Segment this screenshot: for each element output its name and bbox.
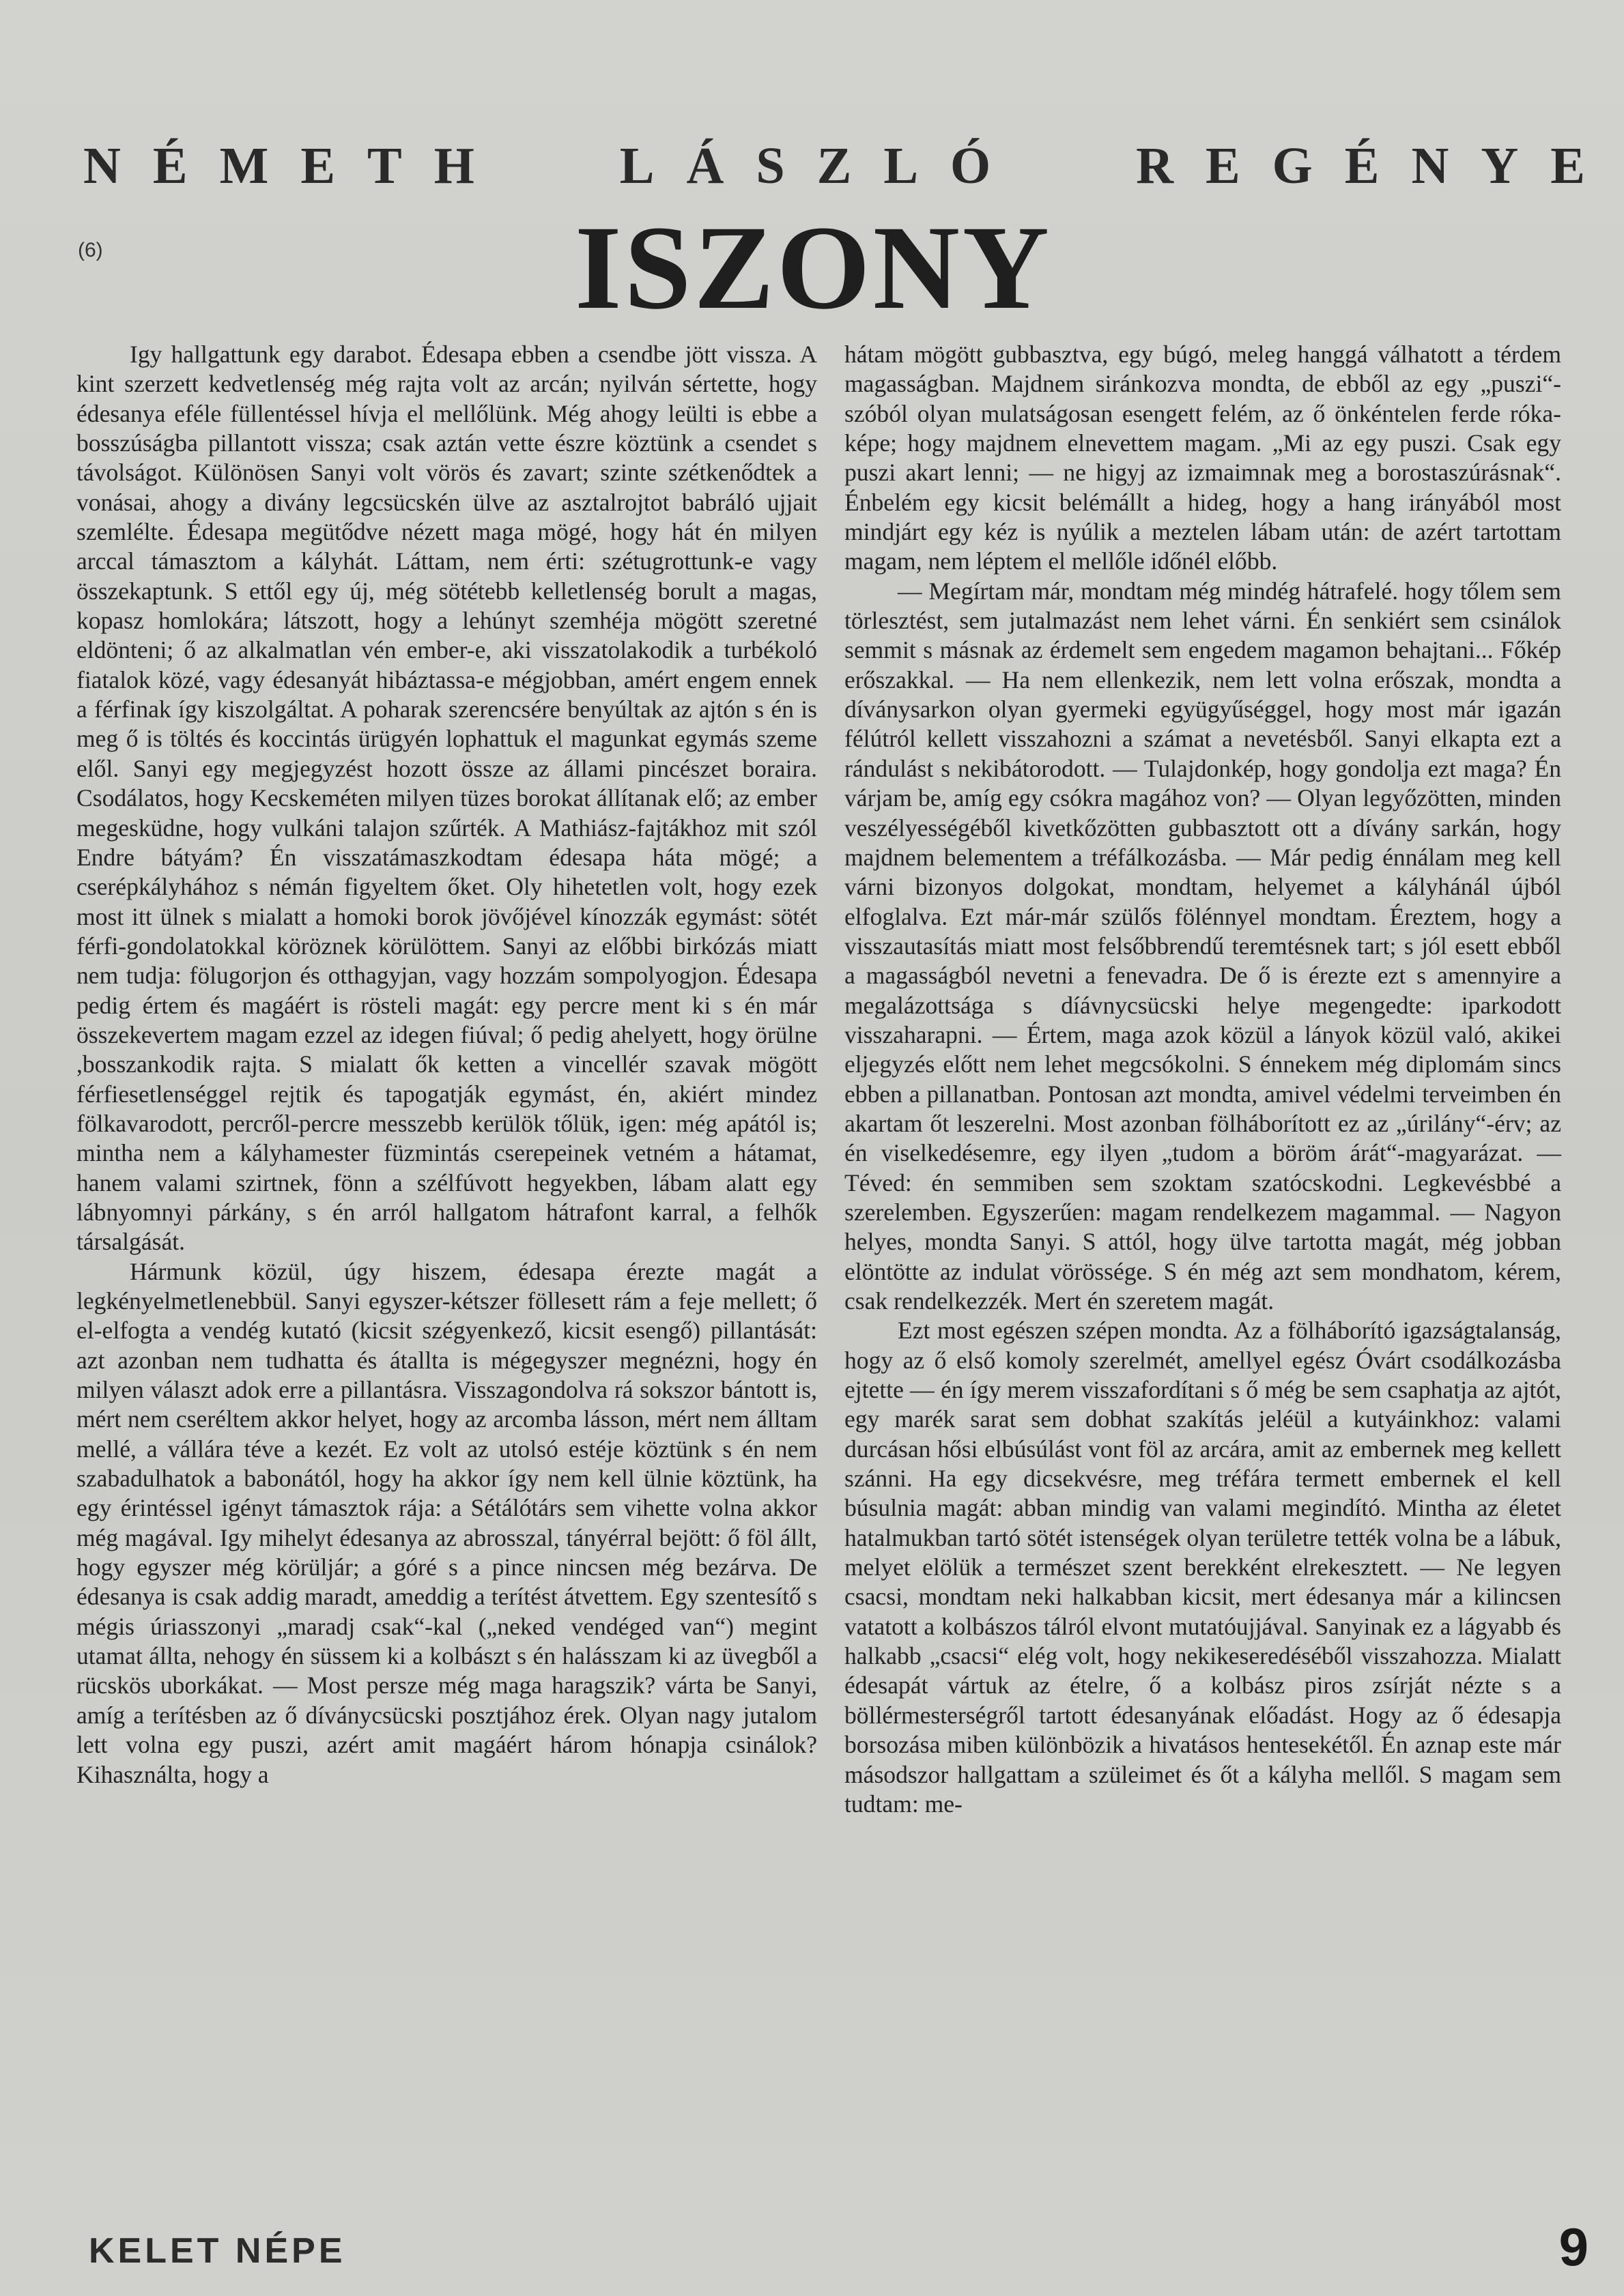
instalment-number: (6) — [78, 239, 103, 261]
series-heading — [83, 137, 1585, 196]
text-column-left — [76, 340, 817, 1790]
page-number: 9 — [1558, 2217, 1589, 2277]
novel-label: R E G É N Y E — [1136, 137, 1585, 195]
publication-name: KELET NÉPE — [89, 2231, 346, 2271]
paragraph: Ezt most egészen szépen mondta. Az a fölháborító igazságtalanság, hogy az ő első komoly szerelmét, amellyel egész Óvárt csodálkozásba ejtette — én így merem visszafordítani s ő még be sem csaphatja az ajtót, egy marék sarat sem dobhat szakítás jeléül a kutyáinkhoz: valami durcásan hősi elbúsúlást vont föl az arcára, amit az embernek meg kellett szánni. Ha egy dicsekvésre, meg tréfára termett embernek el kell búsulnia magát: abban mindig van valami megindító. Mintha az életet hatalmukban tartó sötét istenségek olyan területre tették volna be a lábuk, melyet elölük a természet szent berekként elrekesztett. — Ne legyen csacsi, mondtam neki halkabban kicsit, mert édesanya már a kilincsen vatatott a kolbászos tálról elvont mutatóujjával. Sanyinak ez a lágyabb és halkabb „csacsi“ elég volt, hogy nekikeseredéséből visszahozza. Mialatt édesapát vártuk az ételre, ő a kolbász piros zsírját nézte s a böllérmesterségről tartott édesanyának előadást. Hogy az ő édesapja borsozása miben különbözik a hivatásos hentesekétől. Én aznap este már másodszor hallgattam a szüleimet és őt a kályha mellől. S magam sem tudtam: me- — [844, 1317, 1561, 1818]
paragraph: — Megírtam már, mondtam még mindég hátrafelé. hogy tőlem sem törlesztést, sem jutalmazást nem lehet várni. Én senkiért sem csinálok semmit s másnak az érdemelt sem engedem magamon behajtani... Főkép erőszakkal. — Ha nem ellenkezik, nem lett volna erőszak, mondta a díványsarkon olyan gyermeki együgyűséggel, hogy most már igazán félútról kellett visszahozni a számat a nevetésből. Sanyi elkapta ezt a rándulást s nekibátorodott. — Tulajdonkép, hogy gondolja ezt maga? Én várjam be, amíg egy csókra magához von? — Olyan legyőzötten, minden veszélyességéből kivetkőzötten gubbasztott ott a dívány sarkán, hogy majdnem belementem a tréfálkozásba. — Már pedig énnálam meg kell várni bizonyos dolgokat, mondtam, helyemet a kályhánál újból elfoglalva. Ezt már-már szülős fölénnyel mondtam. Éreztem, hogy a visszautasítás miatt most felsőbbrendű teremtésnek tart; s jól esett ebből a magasságból nevetni a fenevadra. De ő is érezte ezt s amennyire a megalázottsága s díávnycsücski helye megengedte: iparkodott visszaharapni. — Értem, maga azok közül a lányok közül való, akikei eljegyzés előtt nem lehet megcsókolni. S énnekem még diplomám sincs ebben a pillanatban. Pontosan azt mondta, amivel védelmi terveimben én akartam őt leszerelni. Most azonban fölháborított ez az „úrilány“-érv; az én viselkedésemre, egy ilyen „tudom a böröm árát“-magyarázat. — Téved: én semmiben sem szoktam szatócskodni. Legkevésbbé a szerelemben. Egyszerűen: magam rendelkezem magammal. — Nagyon helyes, mondta Sanyi. S attól, hogy ülve tartotta magát, még jobban elöntötte az indulat vörössége. S én még azt sem mondhatom, kérem, csak rendelkezzék. Mert én szeretem magát. — [844, 577, 1561, 1315]
novel-title: ISZONY — [575, 201, 1052, 334]
paragraph: hátam mögött gubbasztva, egy búgó, meleg hanggá válhatott a térdem magasságban. Majdnem siránkozva mondta, de ebből az egy „puszi“-szóból olyan mulatságosan esengett felém, az ő önkéntelen ferde róka-képe; hogy majdnem elnevettem magam. „Mi az egy puszi. Csak egy puszi akart lenni; — ne higyj az izmaimnak meg a borostaszúrásnak“. Énbelém egy kicsit belémállt a hideg, hogy a hang irányából most mindjárt egy kéz is nyúlik a meztelen lábam után: de azért tartottam magam, nem léptem el mellőle időnél előbb. — [844, 341, 1561, 575]
author-last-name: L Á S Z L Ó — [619, 137, 991, 195]
paragraph: Igy hallgattunk egy darabot. Édesapa ebben a csendbe jött vissza. A kint szerzett kedvetlenség még rajta volt az arcán; nyilván sértette, hogy édesanya eféle füllentéssel hívja el mellőlünk. Még ahogy leülti is ebbe a bosszúságba pillantott vissza; csak aztán vette észre köztünk a csendet s távolságot. Különösen Sanyi volt vörös és zavart; szinte szétkenődtek a vonásai, ahogy a divány legcsücskén ülve az asztalrojtot babráló ujjait szemlélte. Édesapa megütődve nézett maga mögé, hogy hát én milyen arccal támasztom a kályhát. Láttam, nem érti: szétugrottunk-e vagy összekaptunk. S ettől egy új, még sötétebb kelletlenség borult a magas, kopasz homlokára; látszott, hogy a lehúnyt szemhéja mögött szeretné eldönteni; ő az alkalmatlan vén ember-e, aki visszatolakodik a turbékoló fiatalok közé, vagy édesanyát hibáztassa-e mégjobban, amért engem ennek a férfinak így kiszolgáltat. A poharak szerencsére benyúltak az ajtón s én is meg ő is töltés és koccintás ürügyén lophattuk el magunkat egymás szeme elől. Sanyi egy megjegyzést hozott össze az állami pincészet boraira. Csodálatos, hogy Kecskeméten milyen tüzes borokat állítanak elő; az ember megesküdne, hogy vulkáni talajon szűrték. A Mathiász-fajtákhoz mit szól Endre bátyám? Én visszatámaszkodtam édesapa háta mögé; a cserépkályhához s némán figyeltem őket. Oly hihetetlen volt, hogy ezek most itt ülnek s mialatt a homoki borok jövőjével kínozzák egymást: sötét férfi-gondolatokkal köröznek körülöttem. Sanyi az előbbi birkózás miatt nem tudja: fölugorjon és otthagyjan, vagy hozzám sompolyogjon. Édesapa pedig értem és magáért is rösteli magát: egy percre ment ki s én már összekevertem magam ezzel az idegen fiúval; ő pedig ahelyett, hogy örülne ,bosszankodik rajta. S mialatt ők ketten a vincellér szavak mögött férfiesetlenséggel rejtik és tapogatják egymást, én, akiért mindez fölkavarodott, percről-percre messzebb kerülök tőlük, igen: még apától is; mintha nem a kályhamester füzmintás cserepeinek vetném a hátamat, hanem valami szirtnek, fönn a szélfúvott hegyekben, lábam alatt egy lábnyomnyi párkány, s én arról hallgatom hátrafont karral, a felhők társalgását. — [76, 341, 817, 1256]
paragraph: Hármunk közül, úgy hiszem, édesapa érezte magát a legkényelmetlenebbül. Sanyi egyszer-kétszer föllesett rám a feje mellett; ő el-elfogta a vendég kutató (kicsit szégyenkező, kicsit esengő) pillantását: azt azonban nem tudhatta és átallta is mégegyszer megnézni, hogy én milyen választ adok erre a pillantásra. Visszagondolva rá sokszor bántott is, mért nem cseréltem akkor helyet, hogy az arcomba lásson, mért nem álltam mellé, a vállára téve a kezét. Ez volt az utolsó estéje köztünk s én nem szabadulhatok a babonától, hogy ha akkor így nem kell ülnie köztünk, ha egy érintéssel igényt támasztok rája: a Sétálótárs sem vihette volna akkor még magával. Igy mihelyt édesanya az abrosszal, tányérral bejött: ő föl állt, hogy egyszer még körüljár; a góré s a pince nincsen még bezárva. De édesanya is csak addig maradt, ameddig a terítést átvettem. Egy szentesítő s mégis úriasszonyi „maradj csak“-kal („neked vendéged van“) megint utamat állta, nehogy én süssem ki a kolbászt s én halásszam ki az üvegből a rücskös uborkákat. — Most persze még maga haragszik? várta be Sanyi, amíg a terítésben az ő díványcsücski posztjához érek. Olyan nagy jutalom lett volna egy puszi, azért amit magáért három hónapja csinálok? Kihasználta, hogy a — [76, 1257, 817, 1788]
author-first-name: N É M E T H — [83, 137, 474, 195]
text-column-right — [844, 340, 1561, 1819]
